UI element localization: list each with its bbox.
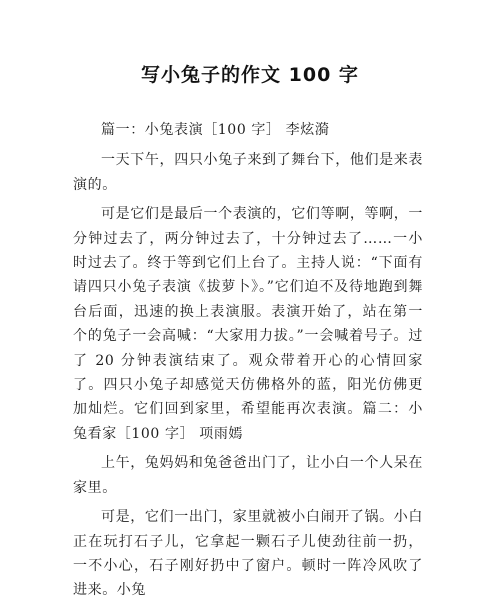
document-title: 写小兔子的作文 100 字: [141, 64, 359, 86]
paragraph: 可是，它们一出门，家里就被小白闹开了锅。小白正在玩打石子儿，它拿起一颗石子儿使劲往前一扔，一不小心，石子刚好扔中了窗户。顿时一阵冷风吹了进来。小兔: [73, 509, 423, 599]
paragraph: 上午，兔妈妈和兔爸爸出门了，让小白一个人呆在家里。: [73, 455, 423, 496]
paragraph: 一天下午，四只小兔子来到了舞台下，他们是来表演的。: [73, 152, 423, 193]
section-heading-1: 篇一：小兔表演［100 字］ 李炫漪: [101, 122, 330, 138]
paragraph: 可是它们是最后一个表演的，它们等啊，等啊，一分钟过去了，两分钟过去了，十分钟过去了……一小时过去了。终于等到它们上台了。主持人说：“下面有请四只小兔子表演《拔萝卜》。”它们迫不及待地跑到舞台后面，迅速的换上表演服。表演开始了，站在第一个的兔子一会高喊：“大家用力拔。”一会喊着号子。过了 20 分钟表演结束了。观众带着开心的心情回家了。四只小兔子却感觉天仿佛格外的蓝，阳光仿佛更加灿烂。它们回到家里，希望能再次表演。篇二：小兔看家［100 字］ 项雨嫣: [73, 206, 423, 442]
document-body: [73, 118, 423, 608]
